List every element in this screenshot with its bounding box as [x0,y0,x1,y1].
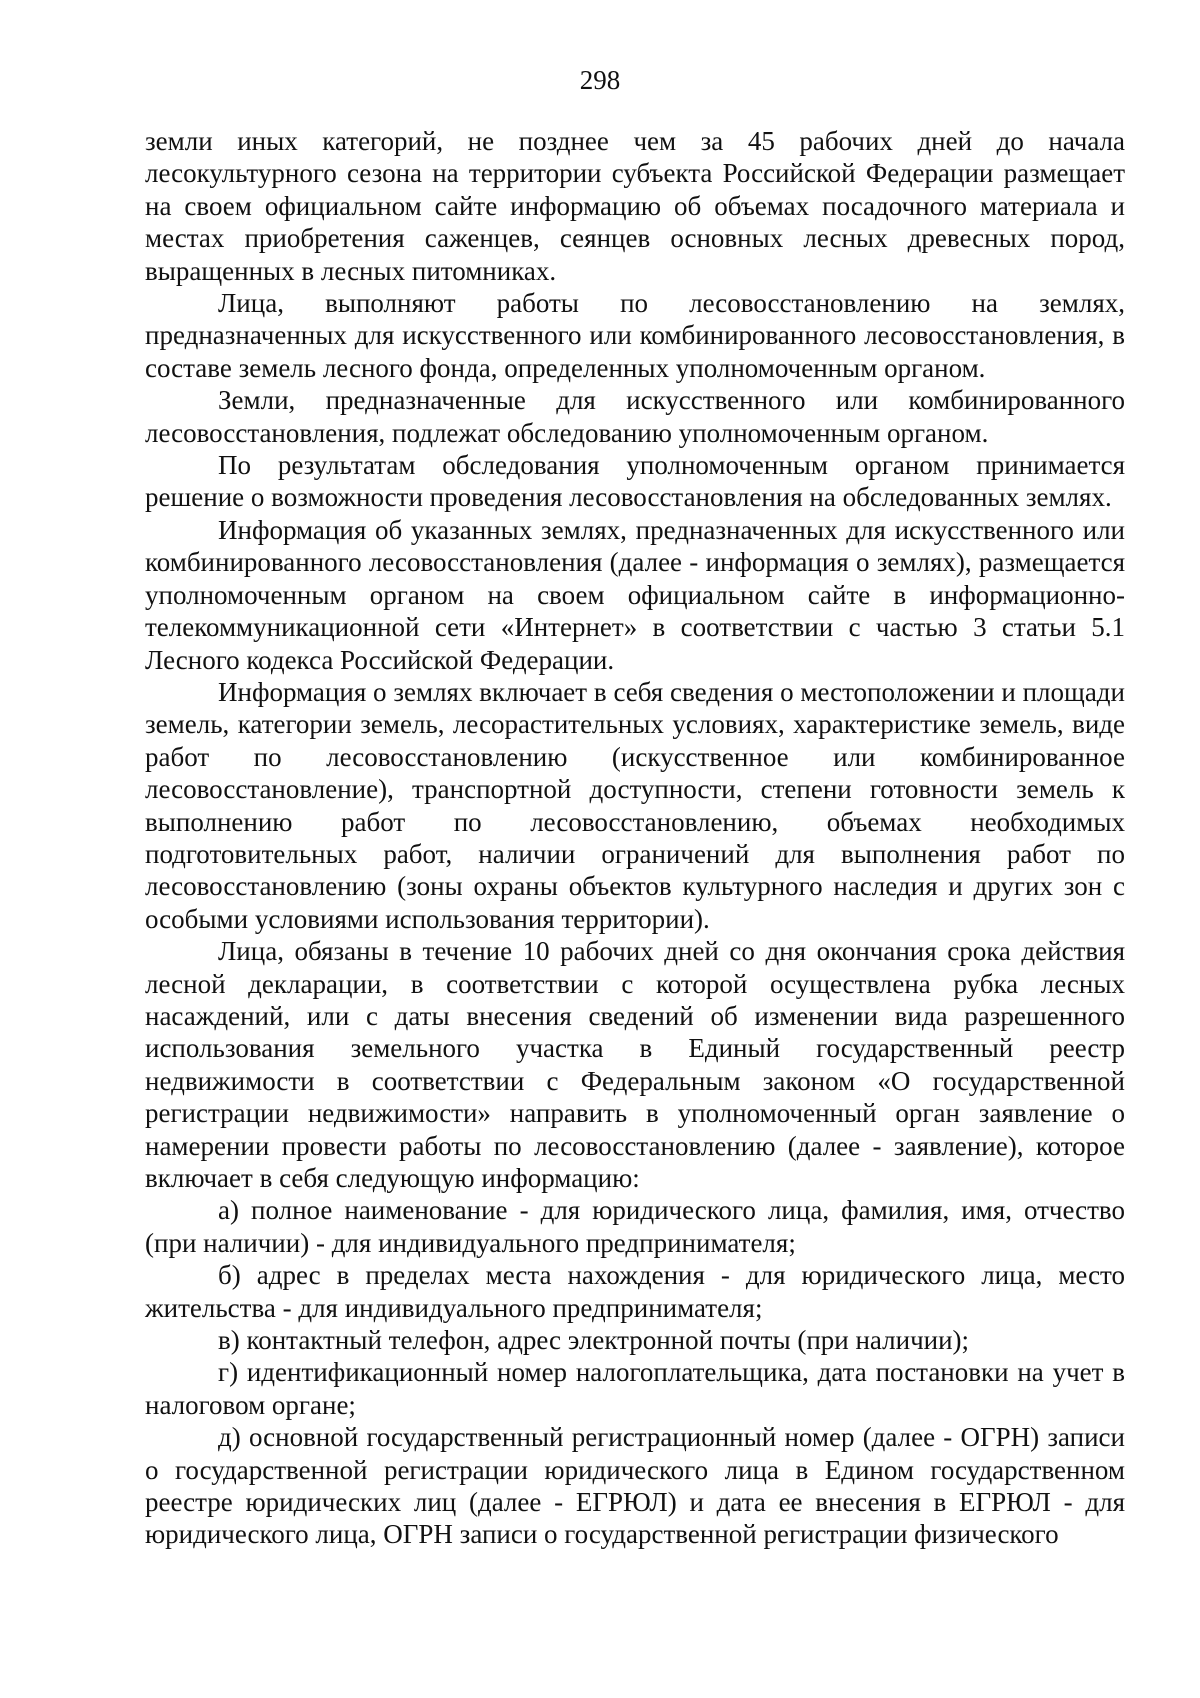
list-item-v: в) контактный телефон, адрес электронной почты (при наличии); [218,1325,970,1356]
document-body [145,125,1125,1551]
paragraph: Земли, предназначенные для искусственного или комбинированного лесовосстановления, подлежат обследованию уполномоченным органом. [145,385,1125,448]
paragraph: По результатам обследования уполномоченным органом принимается решение о возможности проведения лесовосстановления на обследованных землях. [145,450,1125,513]
list-item-b: б) адрес в пределах места нахождения - для юридического лица, место жительства - для индивидуального предпринимателя; [145,1260,1125,1323]
paragraph-continuation: земли иных категорий, не позднее чем за 45 рабочих дней до начала лесокультурного сезона на территории субъекта Российской Федерации размещает на своем официальном сайте информацию об объемах посадочного материала и местах приобретения саженцев, сеянцев основных лесных древесных пород, выращенных в лесных питомниках. [145,126,1125,286]
paragraph: Информация об указанных землях, предназначенных для искусственного или комбинированного лесовосстановления (далее - информация о землях), размещается уполномоченным органом на своем официальном сайте в информационно-телекоммуникационной сети «Интернет» в соответствии с частью 3 статьи 5.1 Лесного кодекса Российской Федерации. [145,514,1125,675]
paragraph: Лица, обязаны в течение 10 рабочих дней со дня окончания срока действия лесной декларации, в соответствии с которой осуществлена рубка лесных насаждений, или с даты внесения сведений об изменении вида разрешенного использования земельного участка в Единый государственный реестр недвижимости в соответствии с Федеральным законом «О государственной регистрации недвижимости» направить в уполномоченный орган заявление о намерении провести работы по лесовосстановлению (далее - заявление), которое включает в себя следующую информацию: [145,936,1125,1193]
page-number: 298 [579,65,621,95]
paragraph: Информация о землях включает в себя сведения о местоположении и площади земель, категории земель, лесорастительных условиях, характеристике земель, виде работ по лесовосстановлению (искусственное или комбинированное лесовосстановление), транспортной доступности, степени готовности земель к выполнению работ по лесовосстановлению, объемах необходимых подготовительных работ, наличии ограничений для выполнения работ по лесовосстановлению (зоны охраны объектов культурного наследия и других зон с особыми условиями использования территории). [145,676,1125,934]
list-item-d: д) основной государственный регистрационный номер (далее - ОГРН) записи о государственной регистрации юридического лица в Едином государственном реестре юридических лиц (далее - ЕГРЮЛ) и дата ее внесения в ЕГРЮЛ - для юридического лица, ОГРН записи о государственной регистрации физического [145,1422,1125,1550]
list-item-a: а) полное наименование - для юридического лица, фамилия, имя, отчество (при наличии) - для индивидуального предпринимателя; [145,1195,1125,1258]
paragraph: Лица, выполняют работы по лесовосстановлению на землях, предназначенных для искусственного или комбинированного лесовосстановления, в составе земель лесного фонда, определенных уполномоченным органом. [145,288,1125,383]
list-item-g: г) идентификационный номер налогоплательщика, дата постановки на учет в налоговом органе; [145,1357,1125,1420]
